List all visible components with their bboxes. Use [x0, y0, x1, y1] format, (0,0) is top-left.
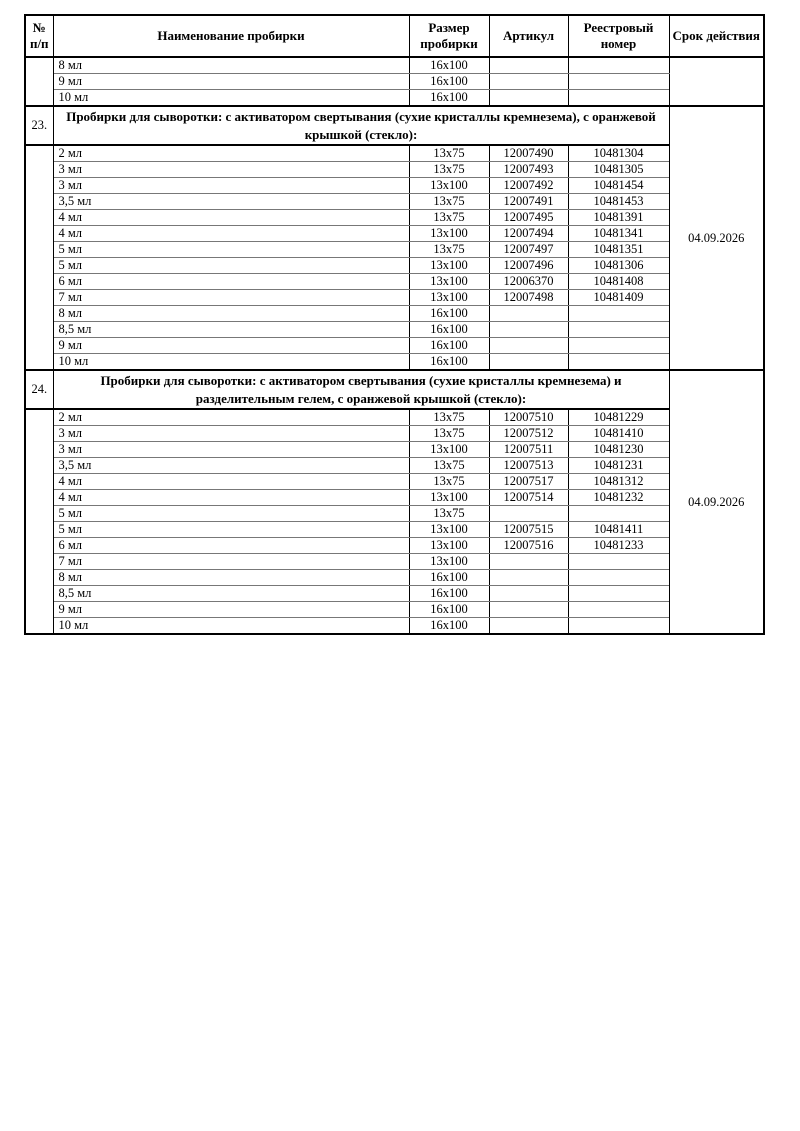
article-cell: 12007497	[489, 242, 568, 258]
article-cell	[489, 354, 568, 371]
registry-cell	[568, 602, 669, 618]
registry-cell	[568, 322, 669, 338]
article-cell	[489, 506, 568, 522]
article-cell	[489, 57, 568, 74]
tube-name-cell: 7 мл	[53, 554, 409, 570]
registry-cell	[568, 570, 669, 586]
tube-size-cell: 13x100	[409, 522, 489, 538]
article-cell	[489, 90, 568, 107]
section-title-cell: Пробирки для сыворотки: с активатором свертывания (сухие кристаллы кремнезема) и разделительным гелем, с оранжевой крышкой (стекло):	[53, 370, 669, 409]
tube-size-cell: 13x100	[409, 538, 489, 554]
registry-cell: 10481304	[568, 145, 669, 162]
tube-name-cell: 3,5 мл	[53, 458, 409, 474]
article-cell	[489, 570, 568, 586]
tube-name-cell: 8 мл	[53, 306, 409, 322]
col-header-validity: Срок действия	[669, 15, 764, 57]
tube-name-cell: 4 мл	[53, 210, 409, 226]
registry-cell	[568, 554, 669, 570]
table-row	[25, 306, 764, 322]
article-cell: 12007515	[489, 522, 568, 538]
tube-name-cell: 10 мл	[53, 618, 409, 635]
tube-name-cell: 3 мл	[53, 442, 409, 458]
tube-size-cell: 13x75	[409, 426, 489, 442]
article-cell: 12007513	[489, 458, 568, 474]
tube-size-cell: 13x100	[409, 258, 489, 274]
tube-name-cell: 8,5 мл	[53, 586, 409, 602]
tube-size-cell: 13x75	[409, 162, 489, 178]
tube-name-cell: 10 мл	[53, 90, 409, 107]
table-row	[25, 506, 764, 522]
validity-cell: 04.09.2026	[669, 370, 764, 634]
article-cell	[489, 586, 568, 602]
registry-cell	[568, 354, 669, 371]
article-cell: 12007511	[489, 442, 568, 458]
registry-cell: 10481231	[568, 458, 669, 474]
registry-cell: 10481306	[568, 258, 669, 274]
article-cell: 12007514	[489, 490, 568, 506]
tube-name-cell: 8,5 мл	[53, 322, 409, 338]
table-row	[25, 554, 764, 570]
article-cell	[489, 602, 568, 618]
tube-size-cell: 16x100	[409, 338, 489, 354]
tube-size-cell: 13x100	[409, 178, 489, 194]
tube-name-cell: 5 мл	[53, 506, 409, 522]
table-row	[25, 57, 764, 74]
tube-size-cell: 13x100	[409, 290, 489, 306]
tube-name-cell: 5 мл	[53, 242, 409, 258]
section-header-row	[25, 370, 764, 409]
registry-cell: 10481351	[568, 242, 669, 258]
tube-name-cell: 9 мл	[53, 602, 409, 618]
tube-size-cell: 13x75	[409, 210, 489, 226]
tube-name-cell: 9 мл	[53, 74, 409, 90]
section-header-row	[25, 106, 764, 145]
table-row	[25, 274, 764, 290]
section-title-cell: Пробирки для сыворотки: с активатором свертывания (сухие кристаллы кремнезема), с оранжевой крышкой (стекло):	[53, 106, 669, 145]
tube-size-cell: 16x100	[409, 322, 489, 338]
section-number-cell: 24.	[25, 370, 53, 409]
table-row	[25, 442, 764, 458]
tube-table-header	[25, 15, 764, 57]
col-header-article: Артикул	[489, 15, 568, 57]
registry-cell: 10481230	[568, 442, 669, 458]
tube-name-cell: 10 мл	[53, 354, 409, 371]
tube-size-cell: 16x100	[409, 306, 489, 322]
tube-table-body	[25, 57, 764, 634]
article-cell	[489, 554, 568, 570]
tube-name-cell: 2 мл	[53, 409, 409, 426]
article-cell: 12007493	[489, 162, 568, 178]
article-cell	[489, 306, 568, 322]
article-cell: 12007494	[489, 226, 568, 242]
registry-cell: 10481454	[568, 178, 669, 194]
registry-cell	[568, 57, 669, 74]
tube-name-cell: 5 мл	[53, 258, 409, 274]
tube-size-cell: 13x75	[409, 409, 489, 426]
registry-cell	[568, 338, 669, 354]
registry-cell: 10481312	[568, 474, 669, 490]
tube-name-cell: 4 мл	[53, 474, 409, 490]
tube-table	[24, 14, 765, 635]
table-row	[25, 538, 764, 554]
col-header-size: Размер пробирки	[409, 15, 489, 57]
article-cell: 12006370	[489, 274, 568, 290]
registry-cell	[568, 506, 669, 522]
tube-size-cell: 13x75	[409, 242, 489, 258]
table-row	[25, 570, 764, 586]
tube-size-cell: 13x100	[409, 554, 489, 570]
registry-cell: 10481391	[568, 210, 669, 226]
article-cell: 12007510	[489, 409, 568, 426]
tube-size-cell: 16x100	[409, 570, 489, 586]
header-row	[25, 15, 764, 57]
section-number-cell	[25, 57, 53, 106]
tube-name-cell: 3 мл	[53, 426, 409, 442]
tube-size-cell: 13x100	[409, 274, 489, 290]
section-number-cell	[25, 409, 53, 634]
table-row	[25, 354, 764, 371]
tube-size-cell: 16x100	[409, 618, 489, 635]
article-cell: 12007498	[489, 290, 568, 306]
registry-cell	[568, 586, 669, 602]
registry-cell: 10481341	[568, 226, 669, 242]
col-header-name: Наименование пробирки	[53, 15, 409, 57]
tube-size-cell: 16x100	[409, 354, 489, 371]
article-cell: 12007491	[489, 194, 568, 210]
registry-cell: 10481233	[568, 538, 669, 554]
registry-cell: 10481305	[568, 162, 669, 178]
tube-size-cell: 16x100	[409, 602, 489, 618]
tube-size-cell: 13x75	[409, 194, 489, 210]
tube-name-cell: 8 мл	[53, 57, 409, 74]
table-row	[25, 145, 764, 162]
registry-cell	[568, 90, 669, 107]
tube-size-cell: 13x100	[409, 226, 489, 242]
tube-size-cell: 13x75	[409, 474, 489, 490]
tube-name-cell: 8 мл	[53, 570, 409, 586]
tube-name-cell: 7 мл	[53, 290, 409, 306]
registry-cell	[568, 306, 669, 322]
table-row	[25, 90, 764, 107]
registry-cell: 10481229	[568, 409, 669, 426]
table-row	[25, 409, 764, 426]
table-row	[25, 226, 764, 242]
tube-size-cell: 16x100	[409, 57, 489, 74]
tube-size-cell: 13x75	[409, 458, 489, 474]
article-cell	[489, 322, 568, 338]
table-row	[25, 210, 764, 226]
section-number-cell: 23.	[25, 106, 53, 145]
tube-size-cell: 16x100	[409, 90, 489, 107]
table-row	[25, 522, 764, 538]
article-cell: 12007490	[489, 145, 568, 162]
tube-name-cell: 9 мл	[53, 338, 409, 354]
registry-cell	[568, 74, 669, 90]
article-cell: 12007492	[489, 178, 568, 194]
table-row	[25, 290, 764, 306]
article-cell: 12007495	[489, 210, 568, 226]
table-row	[25, 194, 764, 210]
tube-size-cell: 13x100	[409, 490, 489, 506]
table-row	[25, 162, 764, 178]
table-row	[25, 458, 764, 474]
table-row	[25, 618, 764, 635]
tube-size-cell: 16x100	[409, 586, 489, 602]
table-row	[25, 586, 764, 602]
article-cell	[489, 338, 568, 354]
article-cell	[489, 618, 568, 635]
tube-name-cell: 2 мл	[53, 145, 409, 162]
tube-name-cell: 4 мл	[53, 226, 409, 242]
registry-cell: 10481453	[568, 194, 669, 210]
section-number-cell	[25, 145, 53, 370]
tube-name-cell: 3,5 мл	[53, 194, 409, 210]
article-cell	[489, 74, 568, 90]
col-header-registry: Реестровый номер	[568, 15, 669, 57]
tube-name-cell: 6 мл	[53, 538, 409, 554]
article-cell: 12007517	[489, 474, 568, 490]
tube-size-cell: 13x100	[409, 442, 489, 458]
table-row	[25, 74, 764, 90]
table-row	[25, 602, 764, 618]
table-row	[25, 242, 764, 258]
table-row	[25, 490, 764, 506]
table-row	[25, 474, 764, 490]
table-row	[25, 178, 764, 194]
col-header-num: № п/п	[25, 15, 53, 57]
registry-cell: 10481409	[568, 290, 669, 306]
tube-name-cell: 3 мл	[53, 162, 409, 178]
validity-cell: 04.09.2026	[669, 106, 764, 370]
article-cell: 12007496	[489, 258, 568, 274]
table-row	[25, 426, 764, 442]
registry-cell: 10481410	[568, 426, 669, 442]
validity-cell	[669, 57, 764, 106]
tube-size-cell: 13x75	[409, 506, 489, 522]
tube-name-cell: 6 мл	[53, 274, 409, 290]
tube-name-cell: 5 мл	[53, 522, 409, 538]
tube-size-cell: 16x100	[409, 74, 489, 90]
tube-name-cell: 4 мл	[53, 490, 409, 506]
registry-cell: 10481408	[568, 274, 669, 290]
article-cell: 12007516	[489, 538, 568, 554]
article-cell: 12007512	[489, 426, 568, 442]
tube-size-cell: 13x75	[409, 145, 489, 162]
table-row	[25, 322, 764, 338]
table-row	[25, 258, 764, 274]
registry-cell	[568, 618, 669, 635]
table-row	[25, 338, 764, 354]
registry-cell: 10481232	[568, 490, 669, 506]
registry-cell: 10481411	[568, 522, 669, 538]
tube-name-cell: 3 мл	[53, 178, 409, 194]
